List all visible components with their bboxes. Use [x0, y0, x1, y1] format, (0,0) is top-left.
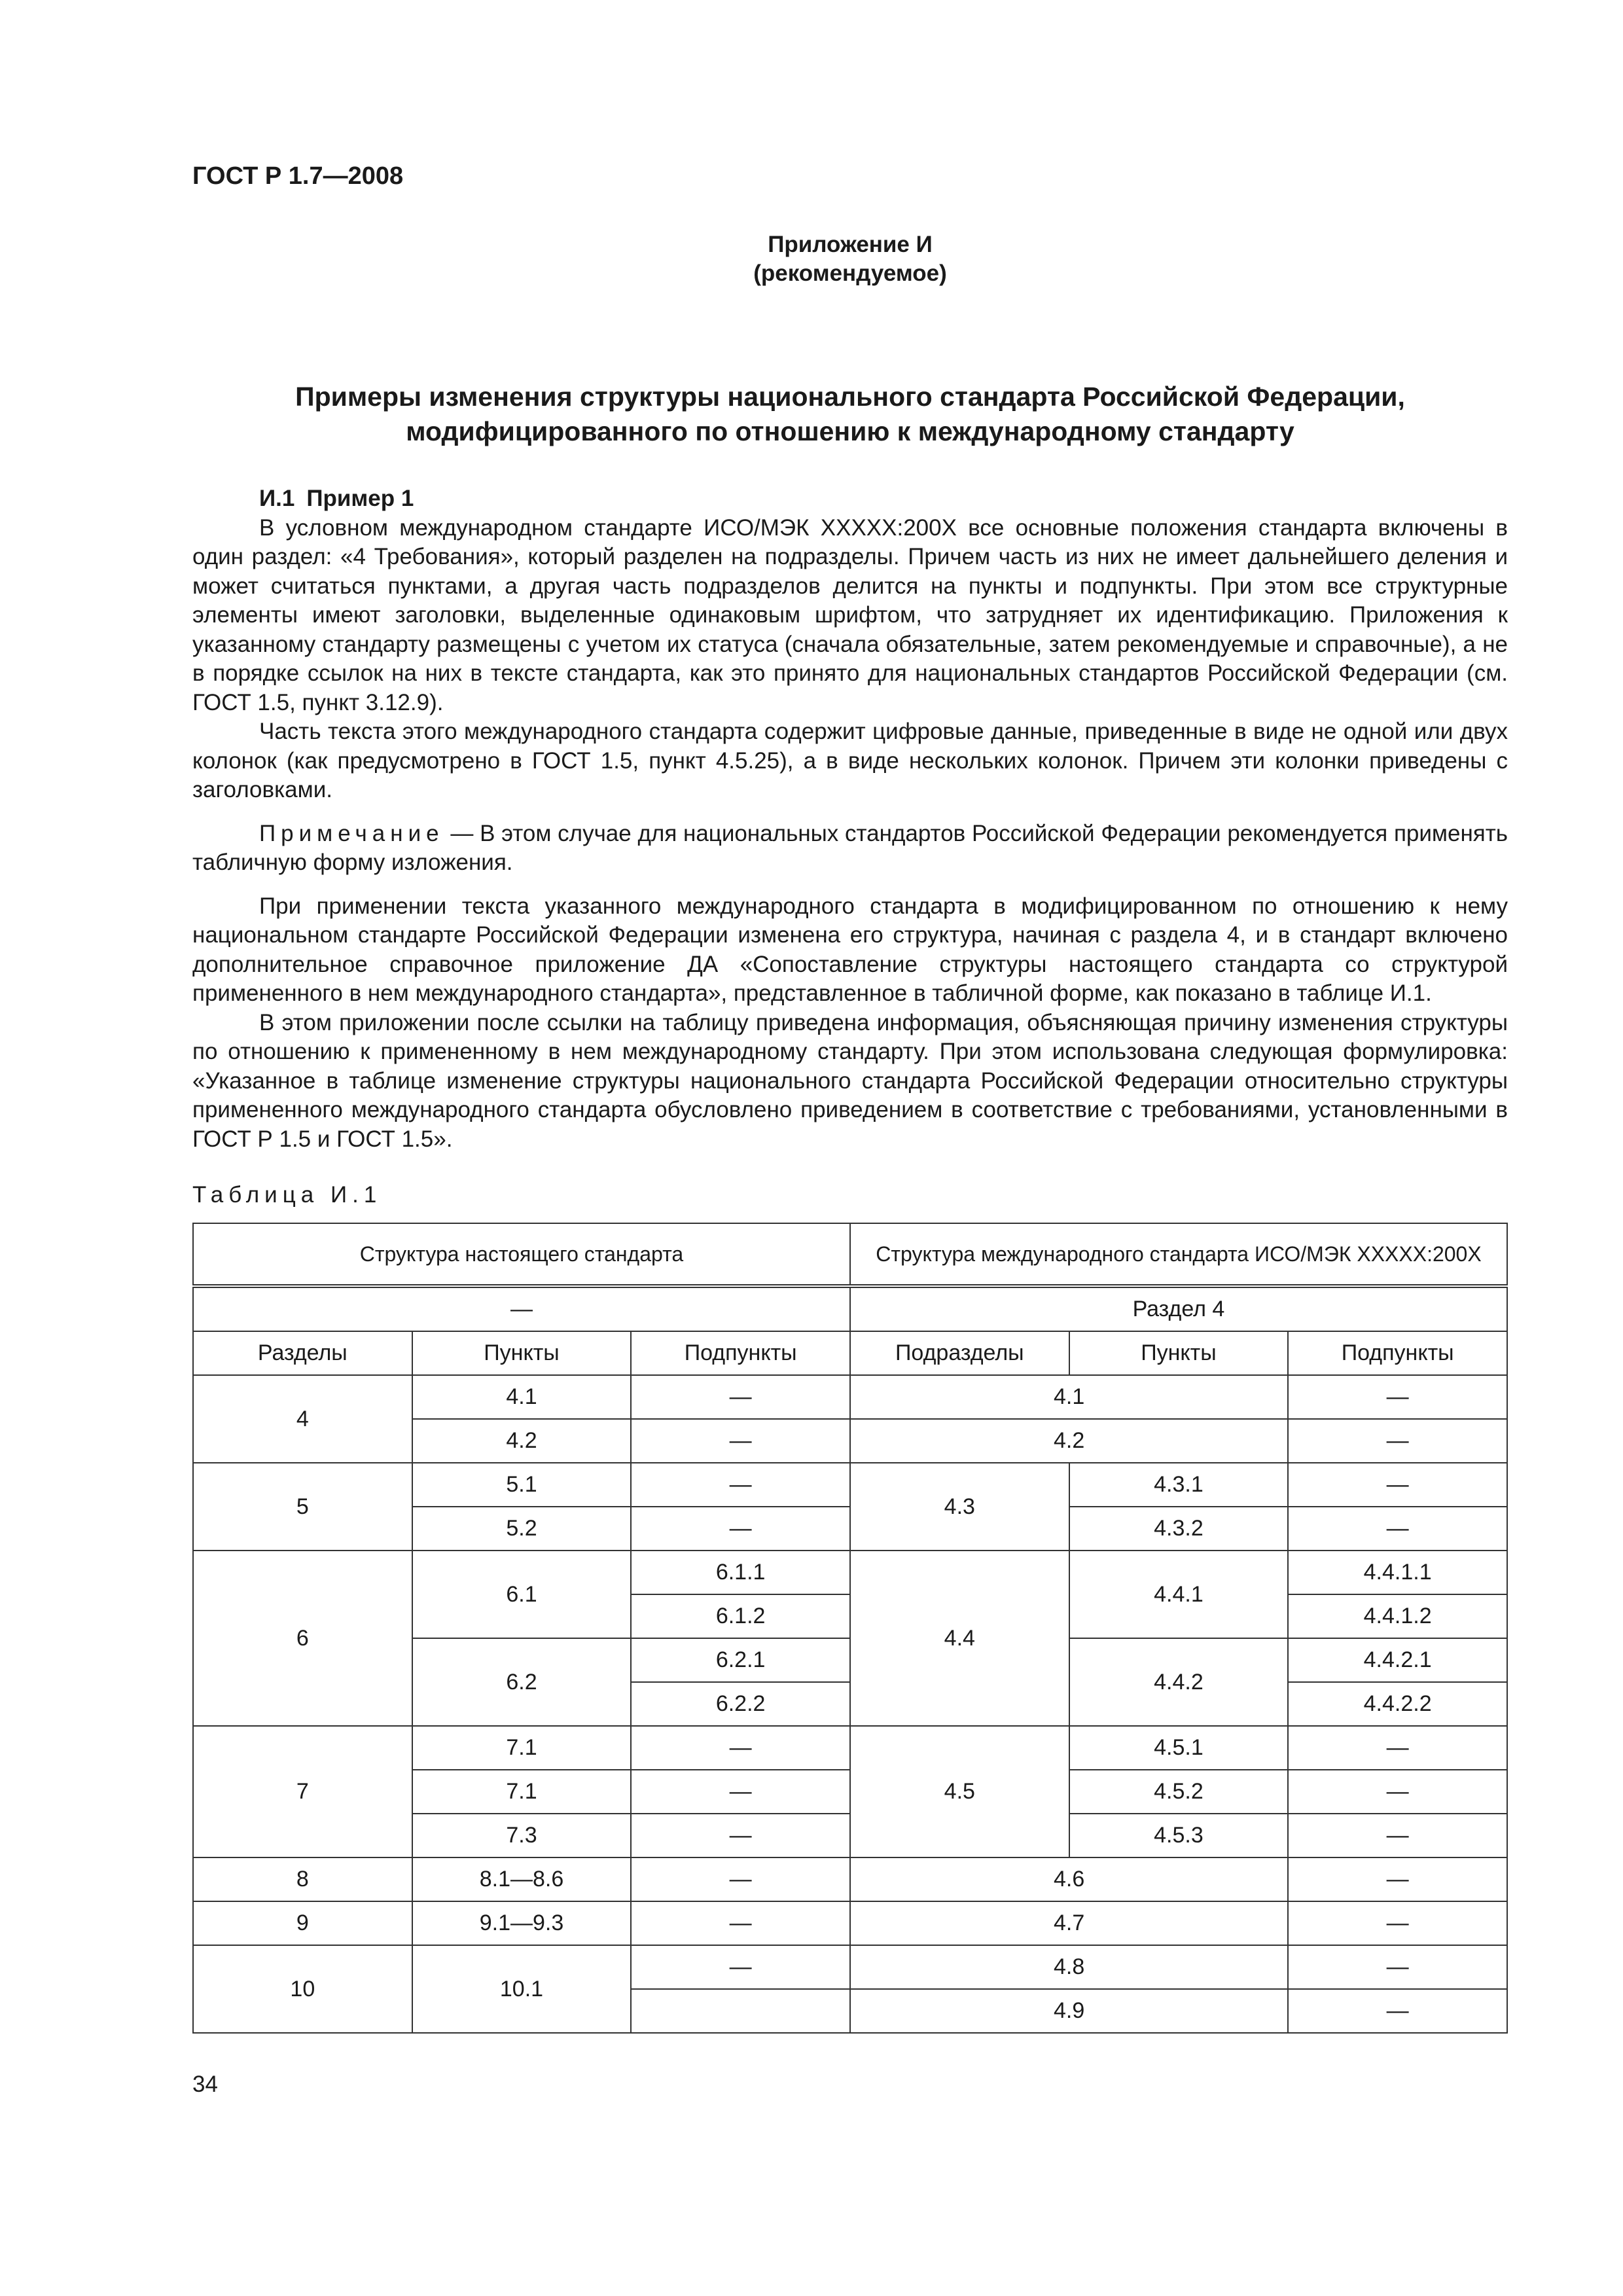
table-cell: — — [1288, 1989, 1507, 2033]
table-cell: 4.4.1.1 — [1288, 1551, 1507, 1594]
paragraph-3: При применении текста указанного международного стандарта в модифицированном по отношению к нему национальном стандарте Российской Федерации изменена его структура, начиная с раздела 4, и в стандарт включено дополнительное справочное приложение ДА «Сопоставление структуры настоящего стандарта со структурой примененного в нем международного стандарта», представленное в табличной форме, как показано в таблице И.1. — [192, 893, 1508, 1006]
header-international-structure: Структура международного стандарта ИСО/МЭК XXXXX:200X — [850, 1223, 1507, 1286]
table-cell: 6.2.1 — [631, 1638, 850, 1682]
table-header-row — [193, 1223, 1507, 1286]
table-cell: 4.9 — [850, 1989, 1288, 2033]
table-cell: 4.8 — [850, 1945, 1288, 1989]
document-code: ГОСТ Р 1.7—2008 — [192, 162, 404, 190]
table-cell: — — [1288, 1857, 1507, 1901]
table-cell: — — [631, 1945, 850, 1989]
column-header: Пункты — [1069, 1331, 1289, 1375]
appendix-label: Приложение И — [768, 232, 933, 257]
table-cell: — — [1288, 1901, 1507, 1945]
table-row — [193, 1286, 1507, 1331]
table-cell: 4.3.2 — [1069, 1507, 1289, 1551]
table-row — [193, 1375, 1507, 1419]
table-cell: 4.4 — [850, 1551, 1069, 1726]
table-cell: 5.1 — [412, 1463, 632, 1507]
table-cell: — — [1288, 1507, 1507, 1551]
title-line-1: Примеры изменения структуры национального стандарта Российской Федерации, — [295, 382, 1405, 412]
body-text — [192, 484, 1508, 1154]
table-cell: — — [631, 1857, 850, 1901]
table-cell: — — [1288, 1945, 1507, 1989]
title-line-2: модифицированного по отношению к международному стандарту — [406, 416, 1294, 446]
column-header: Пункты — [412, 1331, 632, 1375]
table-cell: 4.2 — [412, 1419, 632, 1463]
table-cell: — — [1288, 1770, 1507, 1814]
table-cell: 4.1 — [412, 1375, 632, 1419]
table-cell: — — [1288, 1726, 1507, 1770]
paragraph-4: В этом приложении после ссылки на таблицу приведена информация, объясняющая причину изменения структуры по отношению к примененному в нем международному стандарту. При этом использована следующая формулировка: «Указанное в таблице изменение структуры национального стандарта Российской Федерации относительно структуры примененного международного стандарта обусловлено приведением в соответствие с требованиями, установленными в ГОСТ Р 1.5 и ГОСТ 1.5». — [192, 1009, 1508, 1152]
structure-comparison-table — [192, 1223, 1508, 2034]
table-cell: — — [1288, 1375, 1507, 1419]
table-cell: 6.1.1 — [631, 1551, 850, 1594]
table-row — [193, 1726, 1507, 1770]
table-cell: 9 — [193, 1901, 412, 1945]
table-cell: — — [1288, 1463, 1507, 1507]
section-title: Пример 1 — [306, 486, 414, 511]
header-national-structure: Структура настоящего стандарта — [193, 1223, 850, 1286]
table-cell: — — [631, 1814, 850, 1857]
table-cell: 4.6 — [850, 1857, 1288, 1901]
table-cell: 10.1 — [412, 1945, 632, 2033]
paragraph-1: В условном международном стандарте ИСО/МЭК XXXXX:200X все основные положения стандарта включены в один раздел: «4 Требования», который разделен на подразделы. Причем часть из них не имеет дальнейшего деления и может считаться пунктами, а другая часть подразделов делится на пункты и подпункты. При этом все структурные элементы имеют заголовки, выделенные одинаковым шрифтом, что затрудняет их идентификацию. Приложения к указанному стандарту размещены с учетом их статуса (сначала обязательные, затем рекомендуемые и справочные), а не в порядке ссылок на них в тексте стандарта, как это принято для национальных стандартов Российской Федерации (см. ГОСТ 1.5, пункт 3.12.9). — [192, 514, 1508, 715]
note-label: Примечание — [259, 820, 444, 846]
table-cell: 7 — [193, 1726, 412, 1857]
table-cell — [631, 1989, 850, 2033]
table-cell: 4.4.1.2 — [1288, 1594, 1507, 1638]
left-group-cell: — — [193, 1286, 850, 1331]
column-header: Подпункты — [631, 1331, 850, 1375]
table-cell: 4.4.2 — [1069, 1638, 1289, 1726]
paragraph-2: Часть текста этого международного стандарта содержит цифровые данные, приведенные в виде не одной или двух колонок (как предусмотрено в ГОСТ 1.5, пункт 4.5.25), а в виде нескольких колонок. Причем эти колонки приведены с заголовками. — [192, 719, 1508, 802]
table-row — [193, 1857, 1507, 1901]
column-header: Подразделы — [850, 1331, 1069, 1375]
table-cell: 4.4.2.2 — [1288, 1682, 1507, 1726]
section-number: И.1 — [259, 486, 295, 511]
table-cell: 7.1 — [412, 1726, 632, 1770]
table-cell: 4.2 — [850, 1419, 1288, 1463]
table-cell: 6.1.2 — [631, 1594, 850, 1638]
table-cell: 9.1—9.3 — [412, 1901, 632, 1945]
table-cell: — — [631, 1507, 850, 1551]
table-cell: — — [631, 1901, 850, 1945]
table-cell: — — [631, 1463, 850, 1507]
table-cell: 8.1—8.6 — [412, 1857, 632, 1901]
table-cell: — — [631, 1770, 850, 1814]
table-cell: 5.2 — [412, 1507, 632, 1551]
table-row — [193, 1463, 1507, 1507]
table-cell: 4.3 — [850, 1463, 1069, 1551]
column-header: Подпункты — [1288, 1331, 1507, 1375]
note-text: — В этом случае для национальных стандартов Российской Федерации рекомендуется применять табличную форму изложения. — [192, 820, 1508, 875]
table-cell: 6.2 — [412, 1638, 632, 1726]
table-cell: — — [631, 1726, 850, 1770]
table-cell: 4.5 — [850, 1726, 1069, 1857]
table-cell: 7.1 — [412, 1770, 632, 1814]
table-cell: 7.3 — [412, 1814, 632, 1857]
table-cell: 5 — [193, 1463, 412, 1551]
column-header-row — [193, 1331, 1507, 1375]
table-caption: Таблица И.1 — [192, 1182, 382, 1208]
table-cell: 4 — [193, 1375, 412, 1463]
appendix-heading — [0, 230, 1623, 288]
table-cell: 4.5.3 — [1069, 1814, 1289, 1857]
note — [192, 819, 1508, 878]
table-row — [193, 1901, 1507, 1945]
table-cell: 4.5.2 — [1069, 1770, 1289, 1814]
appendix-title — [192, 380, 1508, 449]
table-cell: — — [631, 1419, 850, 1463]
table-row — [193, 1551, 1507, 1594]
table-cell: — — [1288, 1814, 1507, 1857]
table-cell: 6.2.2 — [631, 1682, 850, 1726]
table-cell: 8 — [193, 1857, 412, 1901]
table-cell: 4.5.1 — [1069, 1726, 1289, 1770]
table-cell: 4.4.2.1 — [1288, 1638, 1507, 1682]
table-cell: 6.1 — [412, 1551, 632, 1638]
table-row — [193, 1945, 1507, 1989]
table-cell: 4.1 — [850, 1375, 1288, 1419]
table-cell: — — [1288, 1419, 1507, 1463]
table-cell: 4.7 — [850, 1901, 1288, 1945]
table-cell: 6 — [193, 1551, 412, 1726]
appendix-status: (рекомендуемое) — [753, 260, 947, 286]
table-cell: 10 — [193, 1945, 412, 2033]
table-cell: 4.4.1 — [1069, 1551, 1289, 1638]
right-group-cell: Раздел 4 — [850, 1286, 1507, 1331]
section-heading — [192, 484, 1508, 514]
table-cell: — — [631, 1375, 850, 1419]
page-number: 34 — [192, 2072, 218, 2097]
table-cell: 4.3.1 — [1069, 1463, 1289, 1507]
column-header: Разделы — [193, 1331, 412, 1375]
